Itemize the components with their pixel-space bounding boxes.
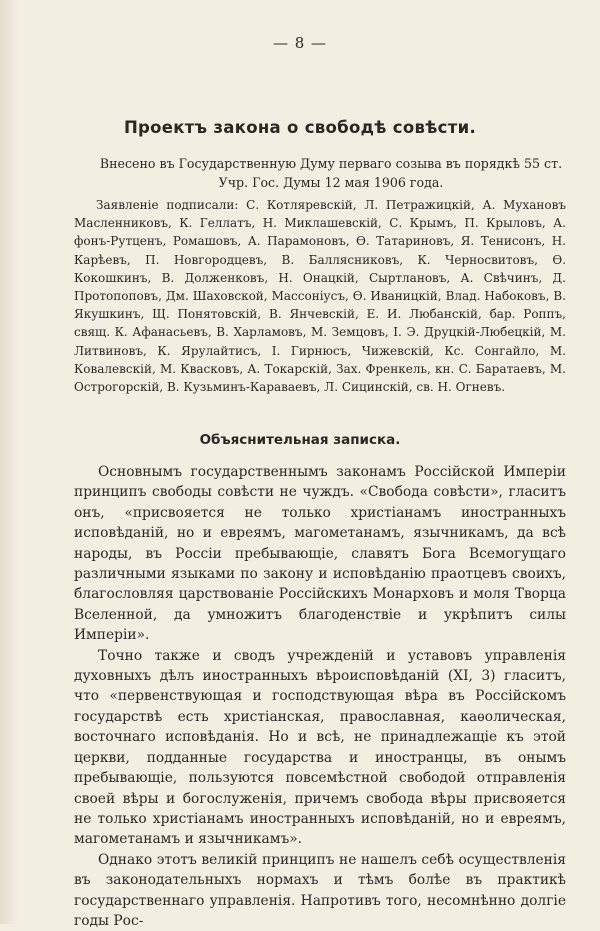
submission-note: Внесено въ Государственную Думу перваго созыва въ порядкѣ 55 ст. Учр. Гос. Думы 12 мая 1906 года. <box>99 156 563 190</box>
page-number: — 8 — <box>272 34 328 52</box>
paragraph: Точно также и сводъ учрежденій и уставовъ управленія духовныхъ дѣлъ иностранныхъ вѣроисповѣданій (XI, 3) гласитъ, что «первенствующая и господствующая вѣра въ Россійскомъ государствѣ есть христіанская, православная, каѳолическая, восточнаго исповѣданія. Но и всѣ, не принадлежащіе къ этой церкви, подданные государства и иностранцы, въ онымъ пребывающіе, пользуются повсемѣстной свободой отправленія своей вѣры и богослуженія, причемъ свобода вѣры присвояется не только христіанамъ иностранныхъ исповѣданій, но и евреямъ, магометанамъ и язычникамъ». <box>74 647 566 848</box>
section-heading: Объяснительная записка. <box>199 432 401 448</box>
page-edge-shadow <box>0 0 18 924</box>
paragraph: Основнымъ государственнымъ законамъ Россійской Имперіи принципъ свободы совѣсти не чуждъ. «Свобода совѣсти», гласитъ онъ, «присвояется не только христіанамъ иностранныхъ исповѣданій, но и евреямъ, магометанамъ, язычникамъ, да всѣ народы, въ Россіи пребывающіе, славятъ Бога Всемогущаго различными языками по закону и исповѣданію праотцевъ своихъ, благословляя царствованіе Россійскихъ Монарховъ и моля Творца Вселенной, да умножитъ благоденствіе и укрѣпитъ силы Имперіи». <box>74 464 566 644</box>
signatories-list: Заявленіе подписали: С. Котляревскій, Л. Петражицкій, А. Мухановъ Масленниковъ, К. Геллатъ, Н. Миклашевскій, С. Крымъ, П. Крыловъ, А. фонъ-Рутценъ, Ромашовъ, А. Парамоновъ, Ѳ. Татариновъ, Я. Тенисонъ, Н. Карѣевъ, П. Новгородцевъ, В. Баллясниковъ, К. Черносвитовъ, Ѳ. Кокошкинъ, В. Долженковъ, Н. Онацкій, Сыртлановъ, А. Свѣчинъ, Д. Протопоповъ, Дм. Шаховской, Массонiусъ, Ѳ. Иваницкій, Влад. Набоковъ, В. Якушкинъ, Щ. Понятовскій, В. Янчевскій, Е. И. Любанскій, бар. Роппъ, свящ. К. Афанасьевъ, В. Харламовъ, М. Земцовъ, І. Э. Друцкій-Любецкій, М. Литвиновъ, К. Ярулайтисъ, І. Гирнюсъ, Чижевскій, Кс. Сонгайло, М. Ковалевскій, М. Квасковъ, А. Токарскій, Зах. Френкель, кн. С. Баратаевъ, М. Острогорскій, В. Кузьминъ-Караваевъ, Л. Сицинскій, св. Н. Огневъ. <box>74 198 566 395</box>
explanatory-note-body <box>74 462 566 931</box>
document-title: Проектъ закона о свободѣ совѣсти. <box>123 118 477 137</box>
paragraph: Однако этотъ великій принципъ не нашелъ себѣ осуществленія въ законодательныхъ нормахъ и тѣмъ болѣе въ практикѣ государственнаго управленія. Напротивъ того, несомнѣнно долгіе годы Рос- <box>74 851 566 929</box>
